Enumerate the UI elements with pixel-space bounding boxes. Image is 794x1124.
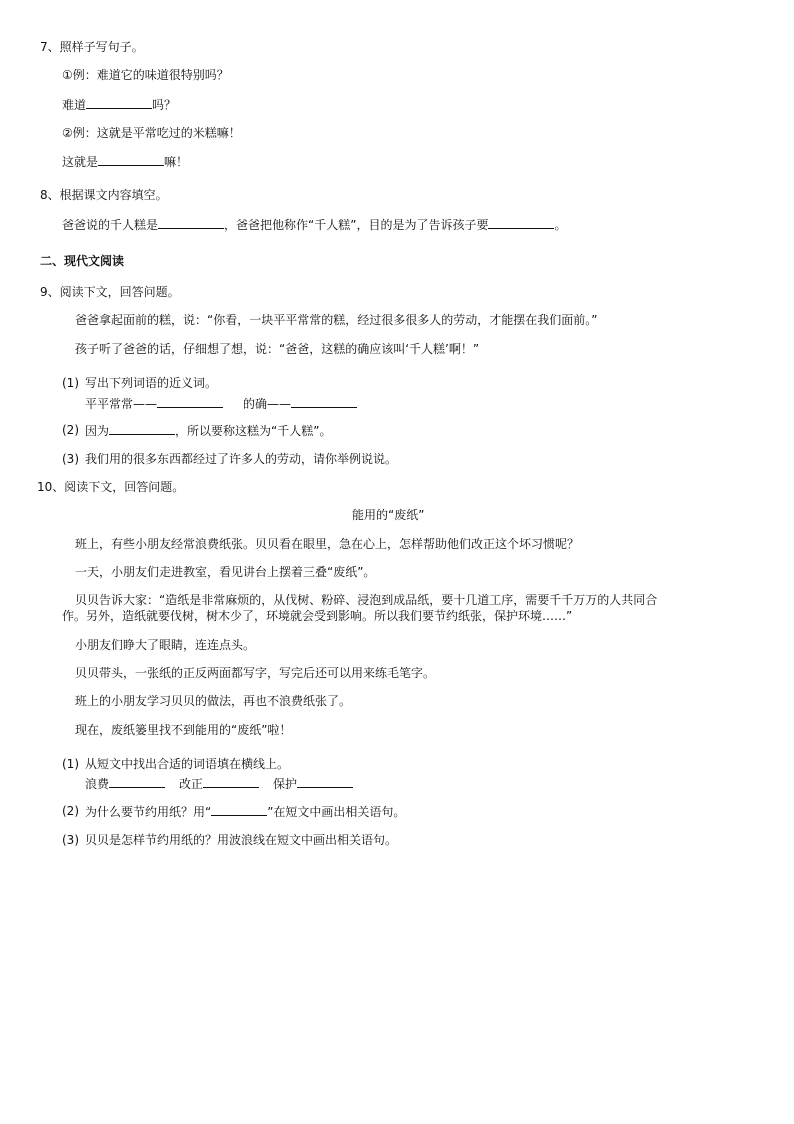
q9-word-1: 平平常常—— (85, 397, 158, 411)
q9-title: 9、阅读下文，回答问题。 (40, 285, 180, 299)
q7-example-2: ②例：这就是平常吃过的米糕嘛！ (62, 126, 241, 140)
q9-sub-1-number: (1) (62, 376, 79, 390)
q7-example-1: ①例：难道它的味道很特别吗？ (62, 68, 229, 82)
q10-passage-para-4: 小朋友们睁大了眼睛，连连点头。 (75, 638, 256, 652)
q9-passage-para-2: 孩子听了爸爸的话，仔细想了想，说：“爸爸，这糕的确应该叫‘千人糕’啊！” (75, 342, 480, 356)
q7-fill-1-prefix: 难道 (62, 98, 87, 112)
q10-blank-word-3[interactable] (297, 776, 353, 788)
q8-blank-1[interactable] (158, 217, 224, 229)
q10-sub-2-number: (2) (62, 804, 79, 818)
q8-blank-2[interactable] (488, 217, 554, 229)
q10-sub-1-number: (1) (62, 757, 79, 771)
q8-text-b: ，爸爸把他称作“千人糕”，目的是为了告诉孩子要 (224, 218, 489, 232)
q10-sub-3-text: 贝贝是怎样节约用纸的？用波浪线在短文中画出相关语句。 (85, 833, 398, 847)
q10-sub-2-prefix: 为什么要节约用纸？用“ (85, 805, 212, 819)
q8-title: 8、根据课文内容填空。 (40, 188, 168, 202)
q9-sub-2-fill (85, 423, 331, 438)
q10-sub-1-text: 从短文中找出合适的词语填在横线上。 (85, 757, 290, 771)
q10-word-2: 改正 (179, 777, 204, 791)
q9-sub-1-text: 写出下列词语的近义词。 (85, 376, 218, 390)
q7-fill-2-prefix: 这就是 (62, 155, 99, 169)
q10-blank-word-2[interactable] (203, 776, 259, 788)
q10-passage-para-2: 一天，小朋友们走进教室，看见讲台上摆着三叠“废纸”。 (75, 565, 376, 579)
q8-text-a: 爸爸说的千人糕是 (62, 218, 159, 232)
q10-passage-para-5: 贝贝带头，一张纸的正反两面都写字，写完后还可以用来练毛笔字。 (75, 666, 436, 680)
q9-sub-2-prefix: 因为 (85, 424, 110, 438)
q7-blank-1[interactable] (86, 97, 152, 109)
q9-sub-1-fill (85, 396, 357, 411)
q10-passage-para-1: 班上，有些小朋友经常浪费纸张。贝贝看在眼里，急在心上，怎样帮助他们改正这个坏习惯呢？ (75, 537, 580, 551)
q10-word-3: 保护 (273, 777, 298, 791)
q10-passage-para-3-line-1: 贝贝告诉大家：“造纸是非常麻烦的，从伐树、粉碎、浸泡到成品纸，要十几道工序，需要千千万万的人共同合 (75, 593, 658, 607)
q7-blank-2[interactable] (98, 154, 164, 166)
q9-blank-word-2[interactable] (291, 396, 357, 408)
q10-passage-para-3-line-2: 作。另外，造纸就要伐树，树木少了，环境就会受到影响。所以我们要节约纸张，保护环境……” (62, 609, 573, 623)
q8-fill (62, 217, 566, 232)
q9-sub-3-text: 我们用的很多东西都经过了许多人的劳动，请你举例说说。 (85, 452, 398, 466)
q10-word-1: 浪费 (85, 777, 110, 791)
q10-title: 10、阅读下文，回答问题。 (37, 480, 185, 494)
q9-sub-2-suffix: ，所以要称这糕为“千人糕”。 (175, 424, 332, 438)
q10-blank-mark[interactable] (211, 804, 267, 816)
q9-sub-2-number: (2) (62, 423, 79, 437)
q10-sub-3-number: (3) (62, 833, 79, 847)
q10-sub-2-fill (85, 804, 405, 819)
section-2-heading: 二、现代文阅读 (40, 254, 125, 268)
q10-passage-para-6: 班上的小朋友学习贝贝的做法，再也不浪费纸张了。 (75, 694, 352, 708)
q7-fill-2 (62, 154, 188, 169)
q10-passage-para-7: 现在，废纸篓里找不到能用的“废纸”啦！ (75, 723, 292, 737)
q9-passage-para-1: 爸爸拿起面前的糕，说：“你看，一块平平常常的糕，经过很多很多人的劳动，才能摆在我们面前。” (75, 313, 598, 327)
q10-blank-word-1[interactable] (109, 776, 165, 788)
q9-blank-reason[interactable] (109, 423, 175, 435)
q10-passage-title: 能用的“废纸” (352, 508, 425, 522)
q9-blank-word-1[interactable] (157, 396, 223, 408)
q7-fill-1 (62, 97, 176, 112)
q9-word-2: 的确—— (243, 397, 292, 411)
q7-title: 7、照样子写句子。 (40, 40, 144, 54)
q8-text-c: 。 (554, 218, 567, 232)
q7-fill-1-suffix: 吗？ (152, 98, 177, 112)
q7-fill-2-suffix: 嘛！ (164, 155, 189, 169)
q9-sub-3-number: (3) (62, 452, 79, 466)
q10-sub-2-suffix: ”在短文中画出相关语句。 (267, 805, 406, 819)
q10-sub-1-fill (85, 776, 353, 791)
